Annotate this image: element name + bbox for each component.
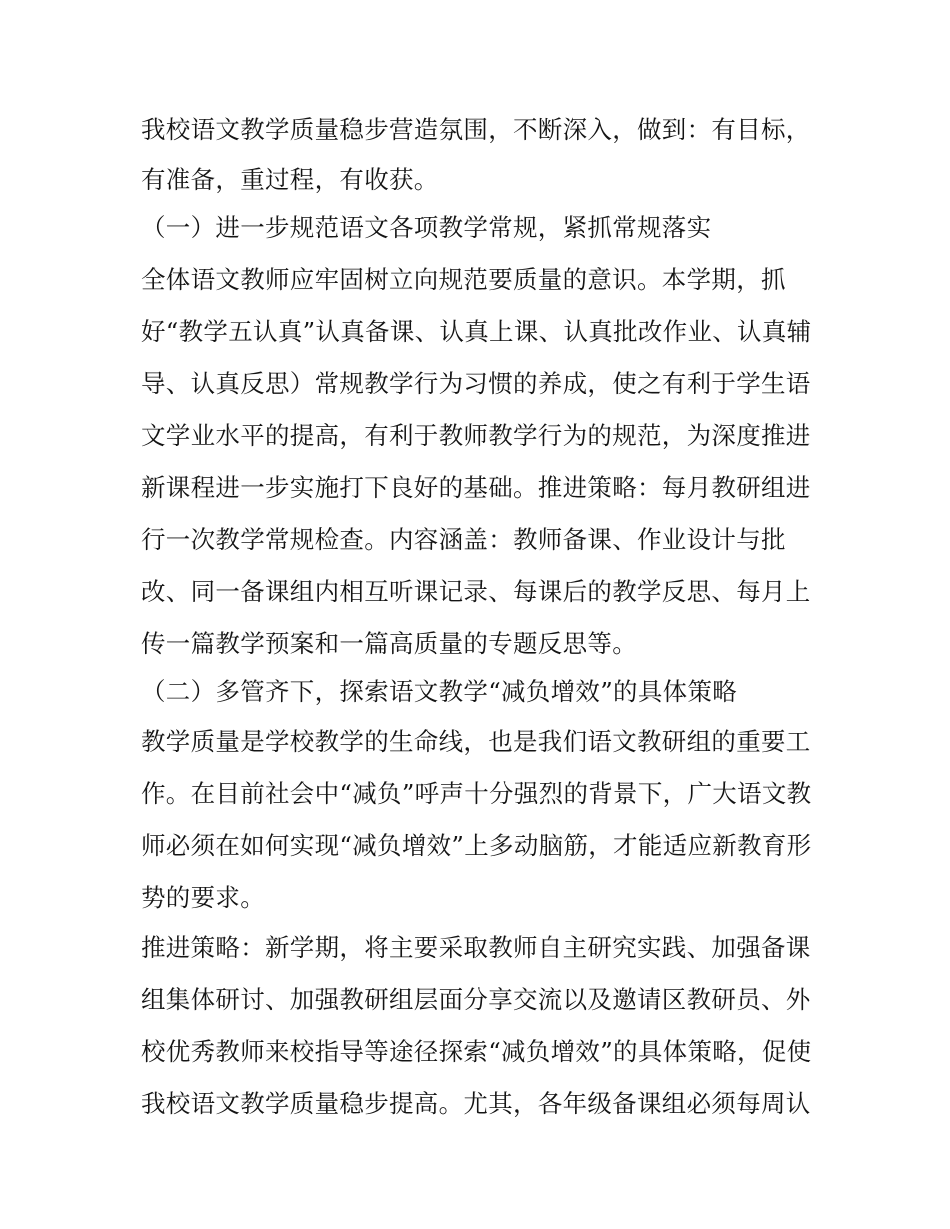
text-line: 教学质量是学校教学的生命线，也是我们语文教研组的重要工 bbox=[141, 727, 811, 756]
text-line: 有准备，重过程，有收获。 bbox=[141, 165, 439, 194]
text-line: 好“教学五认真”认真备课、认真上课、认真批改作业、认真辅 bbox=[141, 317, 812, 346]
text-line: 导、认真反思）常规教学行为习惯的养成，使之有利于学生语 bbox=[141, 369, 811, 398]
section-heading: （二）多管齐下，探索语文教学“减负增效”的具体策略 bbox=[141, 677, 738, 706]
text-line: 全体语文教师应牢固树立向规范要质量的意识。本学期，抓 bbox=[141, 265, 786, 294]
text-line: 我校语文教学质量稳步提高。尤其，各年级备课组必须每周认 bbox=[141, 1089, 811, 1118]
text-line: 新课程进一步实施打下良好的基础。推进策略：每月教研组进 bbox=[141, 473, 811, 502]
text-line: 势的要求。 bbox=[141, 883, 265, 912]
text-line: 作。在目前社会中“减负”呼声十分强烈的背景下，广大语文教 bbox=[141, 779, 812, 808]
text-line: 我校语文教学质量稳步营造氛围，不断深入，做到：有目标， bbox=[141, 115, 811, 144]
text-line: 推进策略：新学期，将主要采取教师自主研究实践、加强备课 bbox=[141, 933, 811, 962]
text-line: 传一篇教学预案和一篇高质量的专题反思等。 bbox=[141, 629, 637, 658]
section-heading: （一）进一步规范语文各项教学常规，紧抓常规落实 bbox=[141, 213, 712, 242]
text-line: 师必须在如何实现“减负增效”上多动脑筋，才能适应新教育形 bbox=[141, 831, 812, 860]
text-line: 校优秀教师来校指导等途径探索“减负增效”的具体策略，促使 bbox=[141, 1037, 812, 1066]
text-line: 改、同一备课组内相互听课记录、每课后的教学反思、每月上 bbox=[141, 577, 811, 606]
text-line: 组集体研讨、加强教研组层面分享交流以及邀请区教研员、外 bbox=[141, 985, 811, 1014]
text-line: 文学业水平的提高，有利于教师教学行为的规范，为深度推进 bbox=[141, 421, 811, 450]
text-line: 行一次教学常规检查。内容涵盖：教师备课、作业设计与批 bbox=[141, 525, 786, 554]
